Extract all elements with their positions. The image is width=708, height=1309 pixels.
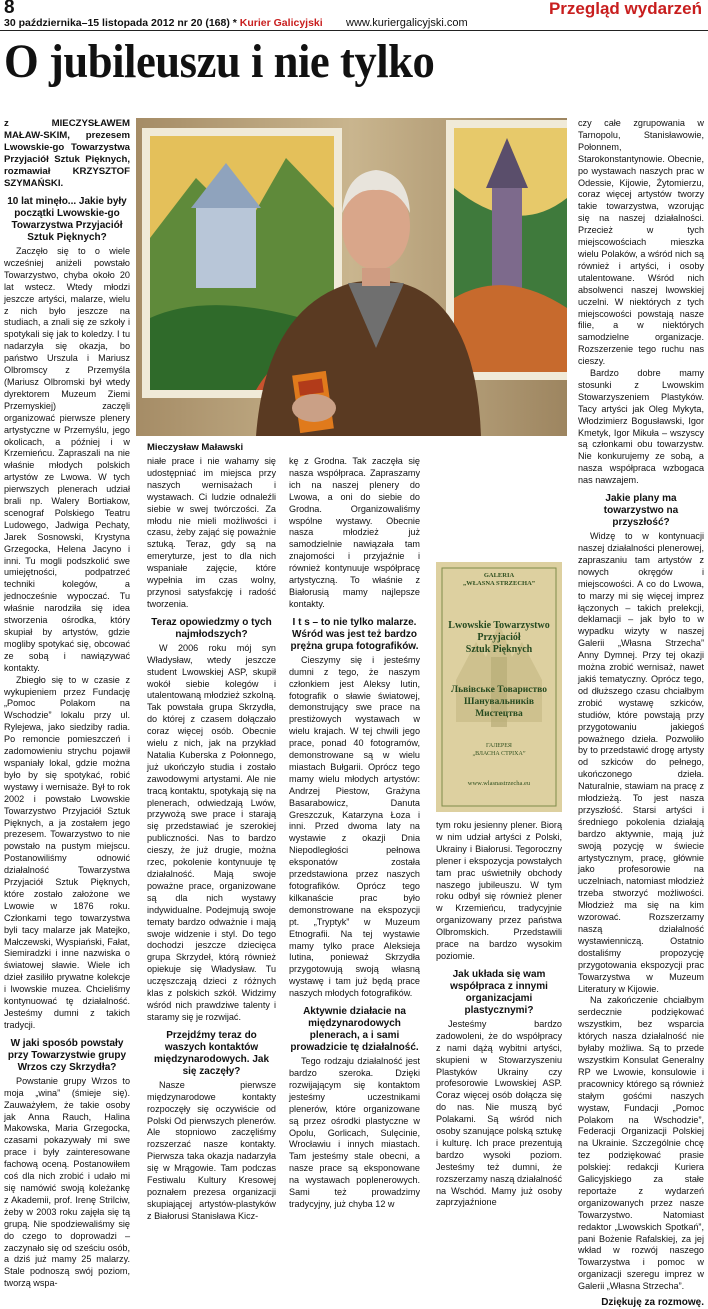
paragraph: Cieszymy się i jesteśmy dumni z tego, że naszym członkiem jest Aleksy Iutin, fotografik o sławie światowej, demonstrujący swe prace na prestiżowych wystawach w wielu krajach. W tej chwili jego prace, ponad 40 fotogramów, demonstrowane są w wielu miastach Bułgarii. Oprócz tego mamy wielu młodych artystów: Andrzej Piestow, Grażyna Basarabowicz, Danuta Greszczuk, Katarzyna Łoza i inni. Przed dwoma laty na wystawie z okazji Dnia Niepodległości pełnowa eksponatów została przedstawiona przez naszych fotografików. Oprócz tego kilkanaście prac było demonstrowane na ekspozycji pt. „Tryptyk” w Muzeum Etnografii. Na tej wystawie mamy tylko prace Aleksieja Iutina, ponieważ Skrzydła przygotowują swoją własną wystawę i tam już będą prace naszych młodych fotografików. [289,654,420,999]
banner-gallery-ua: ГАЛЕРЕЯ „ВЛАСНА СТРІХА” [472,743,526,757]
paragraph: Zbiegło się to w czasie z wykupieniem przez Fundację „Pomoc Polakom na Wschodzie” lokalu przy ul. Rylejewa, jako siedziby radia. Po remoncie pomieszczeń i zadomowieniu strychu pojawił wspaniały lokal, gdzie można było by się spotykać, robić wystawy i wernisaże. Był to rok 2002 i powstało Lwowskie Towarzystwo Przyjaciół Sztuk Pięknych, a ja zostałem jego prezesem. Towarzystwo to nie powstało na pustym miejscu. Postanowiliśmy odnowić działalność Towarzystwa Przyjaciół Sztuk Pięknych, które zostało założone we Lwowie w 1876 roku. Członkami tego towarzystwa byli tacy malarze jak Matejko, Małczewski, Wyspiański, Fałat, Siemiradzki i inne nazwiska o światowej sławie. Wiele ich dzieł zasiliło prywatne kolekcje i lwowskie muzea. Chcieliśmy kontynuować tę działalność. Jesteśmy dumni z takich tradycji. [4,674,130,1030]
paragraph: Zaczęło się to o wiele wcześniej aniżeli powstało Towarzystwo, chyba około 20 lat wstecz. Wtedy młodzi jeszcze artyści, malarze, wielu z nich było jeszcze na studiach, a znali się ze szkoły i spotykali się jak to koledzy. I tu nadarzyła się okazja, bo państwo Urszula i Mariusz Olbromscy z Przemyśla (Mariusz Olbromski był wtedy dyrektorem Muzeum Ziemi Przemyskiej) zaczęli organizować pierwsze plenery artystyczne w Przemyślu, jego okolicach, a później i w Krzemieńcu. Zapraszali na nie właśnie młodych polskich artystów ze Lwowa. W tych pierwszych plenerach udział brali np. Walery Bortiakow, scenograf Polskiego Teatru Ludowego, Jadwiga Pechaty, Jarek Sosnowski, Krystyna Grzegocka, Helena Jacyno i inni. Tu mogli podszkolić swe umiejętności, podpatrzeć techniki kolegów, a jednocześnie wypoczać. Tu właśnie narodziła się idea stworzenia ośrodka, który skupiał by artystów, gdzie mogliby spotykać się, obcować ze sobą i nawiązywać kontakty. [4,246,130,673]
article-photo [136,118,567,436]
paragraph: Jesteśmy bardzo zadowoleni, że do współpracy z nami dążą wybitni artyści, skupieni w Stowarzyszeniu Plastyków Ukrainy czy profesorowie Lwowskiej ASP. Coraz więcej osób dołącza się do nas. Nie muszą być Polakami. Są wśród nich osoby szanujące polską sztukę i kulturę. Ich prace prezentują bardzo wysoki poziom. Jesteśmy też dumni, że rozszerzamy naszą działalność na Wschód. Mamy już osoby zaprzyjaźnione [436,1018,562,1208]
paragraph: Nasze pierwsze międzynarodowe kontakty rozpoczęły się oczywiście od Polski Od pierwszych plenerów. Ale stopniowo zaczęliśmy rozszerzać nasze kontakty. Pierwsza taka okazja nadarzyła się w Mrągowie. Tam podczas Festiwalu Kultury Kresowej poznałem prezesa organizacji skupiającej artystów-plastyków z Białorusi Stanisława Kicz- [147,1079,276,1221]
photo-illustration [136,118,567,436]
paragraph: niałe prace i nie wahamy się udostępniać im miejsca przy naszych wernisażach i wystawach. Ci ludzie odnaleźli siebie w swej twórczości. Za młodu nie mieli możliwości i czasu, żeby zająć się poważnie sztuką. Teraz, gdy są na emeryturze, jest to dla nich wspaniałe zajęcie, które wypełnia im czas wolny, przynosi satysfakcję i radość tworzenia. [147,456,276,609]
gallery-banner [436,562,562,812]
interview-intro: z MIECZYSŁAWEM MAŁAW-SKIM, prezesem Lwowskie-go Towarzystwa Przyjaciół Sztuk Pięknych, rozmawiał KRZYSZTOF SZYMAŃSKI. [4,118,130,189]
paragraph: W 2006 roku mój syn Władysław, wtedy jeszcze student Lwowskiej ASP, skupił wokół siebie kolegów i utalentowaną młodzież szkolną. Tak powstała grupa Skrzydła, do której z czasem dołączało coraz więcej osób. Obecnie wielu z nich, jak na przykład Natalia Kuberska z Połonnego, już ukończyło studia i zostało zawodowymi artystami. Ale nie tracą kontaktu, spotykają się na plenerach, odwiedzają Lwów, przywożą swe prace i starają się przedstawiać je szerokiej publiczności. Nas to bardzo cieszy, że już drugie, można rzec, pokolenie kontynuuje tę działalność. Mają swoje poważne prace, organizowane są dla nich wystawy indywidualne. Podejmują swoje tematy bardzo odważnie i mają swoje widzenie i styl. Do tego dochodzi jeszcze dziecięca grupa Skrzydeł, którą również opiekuje się Władysław. Tu uczęszczają dzieci z różnych klas z polskich szkół. Widzimy wśród nich prawdziwe talenty i staramy się je rozwijać. [147,642,276,1022]
paragraph: Powstanie grupy Wrzos to moja „wina” (śmieje się). Zauważyłem, że takie osoby jak Anna Rauch, Halina Makowska, Maria Grzegocka, czasami pokazywały mi swe prace i były zainteresowane fachową oceną. Postanowiłem coś dla nich zrobić i udało mi się namówić swoją koleżankę z Akademii, prof. Irenę Strilciw, żeby w 2003 roku zajęła się tą grupą. Nie spodziewaliśmy się do czego to doprowadzi – zaczynało się od sześciu osób, a dziś już mamy 25 malarzy. Stale podnoszą swój poziom, tworzą wspa- [4,1075,130,1289]
paragraph: Na zakończenie chciałbym serdecznie podziękować wszystkim, bez wsparcia których nasza działalność nie byłaby możliwa. Są to przede wszystkim Konsulat Generalny RP we Lwowie, konsulowie i pracownicy którego są również stałym gośćmi naszych wystaw, Fundacji „Pomoc Polakom na Wschodzie”, Federacji Organizacji Polskiej na Ukrainie. Szczególnie chcę tez podziękować prasie polskiej: redakcji Kuriera Galicyjskiego za stałe reportaże z wydarzeń organizowanych przez nasze Towarzystwo. Natomiast redaktor „Lwowskich Spotkań”, pani Bożenie Rafalskiej, za jej wkład w rozwój naszego Towarzystwa i pomoc w organizacji szeregu imprez w Galerii „Własna Strzecha”. [578,995,704,1292]
interview-question: Jakie plany ma towarzystwo na przyszłość? [603,493,679,529]
banner-title-ua: Львівське Товариство Шанувальників Мистецтва [451,685,547,719]
article-column-4 [436,820,562,1208]
paragraph: Tego rodzaju działalność jest bardzo szeroka. Dzięki rozwijającym się kontaktom jesteśmy uczestnikami plenerów, które organizowane są przez ośrodki plastyczne w Opolu, Gorlicach, Sulęcinie, Wrocławiu i innych miastach. Tam jesteśmy stale obecni, a nasze prace są eksponowane na wystawach poplenerowych. Sami też prowadzimy tradycyjny, już chyba 12 w [289,1056,420,1209]
banner-gallery-name: GALERIA „WŁASNA STRZECHA” [462,572,536,587]
article-column-5 [578,118,704,1309]
paragraph: Widzę to w kontynuacji naszej działalności plenerowej, zapraszaniu tam artystów z nowych okręgów i miejscowości. A co do Lwowa, to marzy mi się więcej imprez łączonych – takich prelekcji, deklamacji – jak było to w wypadku wizyty w naszej Galerii „Własna Strzecha” Anny Dymnej. Przy tej okazji można zrobić wernisaż, nawet jakiś tematyczny. Oprócz tego, od dłuższego czasu chciałbym zrobić wystawę szkiców, studiów, które powstają przy przygotowaniu jakiegoś poważnego dzieła. Pozwoliło by to przedstawić drogę artysty od szkiców do pełnego, ukończonego dzieła. Naturalnie, stawiam na pracę z młodzieżą. To jest nasza przyszłość. Starsi artyści i średniego pokolenia działają bardzo aktywnie, mają już swoją pozycję w świecie artystycznym, pracę, głównie jako profesorowie na uczelniach, natomiast młodzież trzeba stworzyć możliwości. Młodzież ma się na kim wzorować. Rozszerzamy naszą działalność wystawienniczą. Ostatnio dostaliśmy propozycję przygotowania ekspozycji prac Towarzystwa w Muzeum Literatury w Kijowie. [578,531,704,994]
paragraph: kę z Grodna. Tak zaczęła się nasza współpraca. Zapraszamy ich na naszej plenery do Lwowa, a oni do siebie do Grodna. Organizowaliśmy wspólne wystawy. Obecnie nasza młodzież już samodzielnie nawiązała tam znajomości i przyjaźnie i również kontynuuje współpracę artystyczną. To właśnie z Białorusią mamy najlepsze kontakty. [289,456,420,609]
interview-question: W jaki sposób powstały przy Towarzystwie grupy Wrzos czy Skrzydła? [7,1037,127,1073]
paragraph: czy całe zgrupowania w Tarnopolu, Stanisławowie, Połonnem, Starokonstantynowie. Obecnie, po wystawach naszych prac w Odessie, Kijowie, Żytomierzu, coraz więcej artystów tworzy takie towarzystwa, wzorując się na naszej działalności. Przecież w tych miejscowościach mieszka wielu Polaków, a wśród nich są również i artyści, i osoby utalentowane. Wśród nich absolwenci naszej lwowskiej uczelni. W niektórych z tych miejscowości powstają nasze filie, a w niektórych samodzielne organizacje. Rozszerzenie tego ruchu nas cieszy. [578,118,704,367]
header-divider [0,30,708,31]
article-headline: O jubileuszu i nie tylko [4,35,435,88]
issue-info [4,17,323,29]
interview-question: I t s – to nie tylko malarze. Wśród was jest też bardzo prężna grupa fotografików. [290,616,419,652]
article-column-1 [4,118,130,1289]
section-title: Przegląd wydarzeń [548,0,702,18]
article-column-3 [289,456,420,1209]
issue-date: 30 października–15 listopada 2012 nr 20 (168) * [4,17,237,29]
banner-url: www.wlasnastrzecha.eu [467,780,531,787]
interview-question: Przejdźmy teraz do waszych kontaktów międzynarodowych. Jak się zaczęły? [153,1029,270,1077]
newspaper-name: Kurier Galicyjski [239,17,323,29]
photo-caption: Mieczysław Maławski [147,442,244,453]
interview-question: Jak układa się wam współpraca z innymi organizacjami plastycznymi? [450,968,548,1016]
interview-question: Aktywnie działacie na międzynarodowych plenerach, a i sami prowadzicie tę działalność. [290,1006,419,1054]
closing-line: Dziękuję za rozmowę. [601,1297,704,1309]
paragraph: tym roku jesienny plener. Biorą w nim udział artyści z Polski, Ukrainy i Białorusi. Tegoroczny plener i ekspozycja powstałych tam prac uświetniły obchody naszego jubileuszu. W tym roku odbył się również plener w Krzemieńcu, tradycyjnie organizowany przez państwa Olbromskich. Przedstawili prace na bardzo wysokim poziomie. [436,820,562,961]
interview-question: 10 lat minęło... Jakie były początki Lwowskie-go Towarzystwa Przyjaciół Sztuk Pięknych? [7,196,127,243]
paragraph: Bardzo dobre mamy stosunki z Lwowskim Stowarzyszeniem Plastyków. Tacy artyści jak Oleg Mykyta, Włodzimierz Bogusławski, Igor Kmetyk, Igor Mikuła – wszyscy są członkami obu towarzystw. Nie konkurujemy ze sobą, a nasza współpraca wzbogaca nas nawzajem. [578,368,704,486]
page-number: 8 [4,0,15,18]
article-column-2 [147,456,276,1221]
interview-question: Teraz opowiedzmy o tych najmłodszych? [151,616,272,640]
website-link[interactable]: www.kuriergalicyjski.com [346,17,468,29]
banner-title-pl: Lwowskie Towarzystwo Przyjaciół Sztuk Pięknych [448,620,550,655]
